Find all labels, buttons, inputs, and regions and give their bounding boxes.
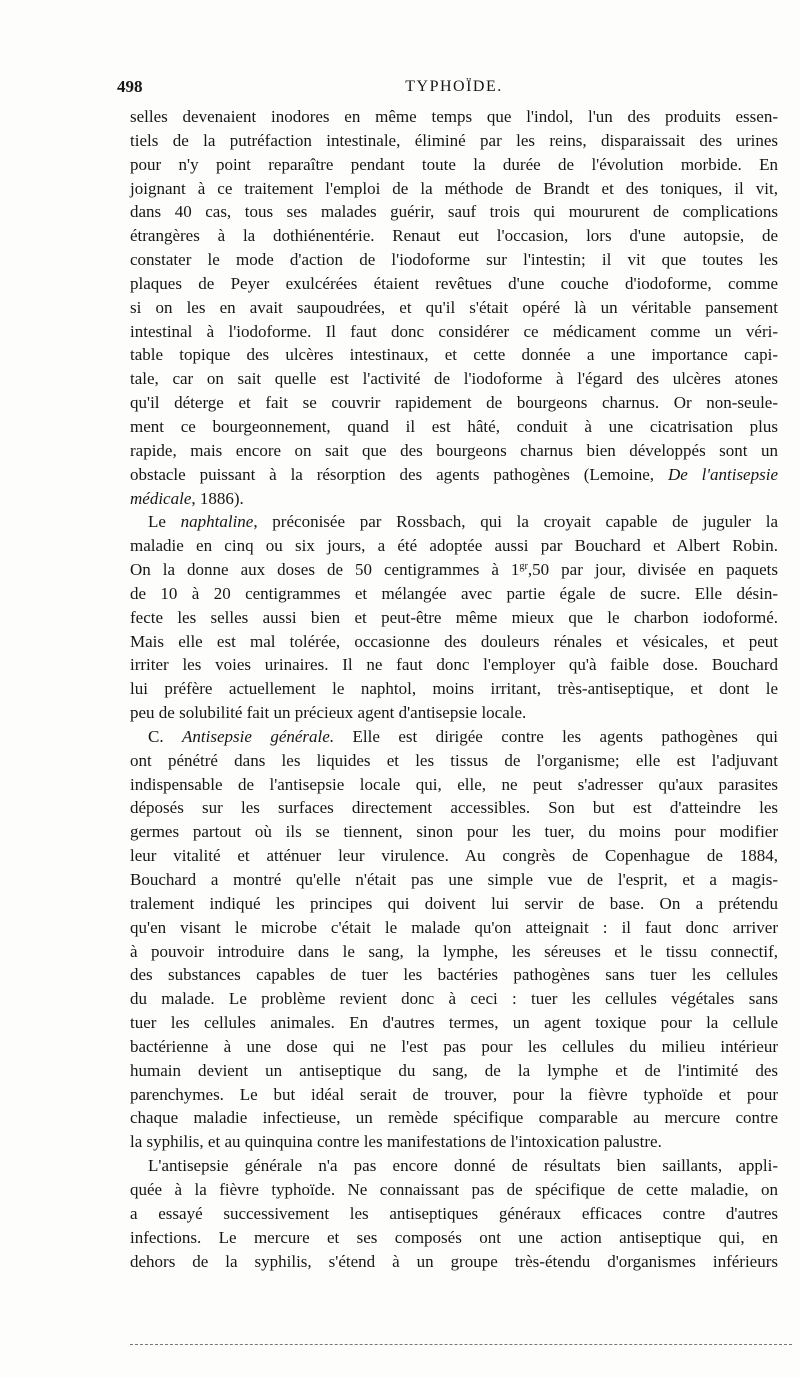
text-line <box>130 1106 778 1130</box>
text-line <box>130 1154 778 1178</box>
text-line <box>130 224 778 248</box>
paragraph <box>130 1154 778 1273</box>
text-run: tuer les cellules animales. En d'autres termes, un agent toxique pour la cellule <box>130 1013 778 1033</box>
text-line <box>130 1035 778 1059</box>
text-line <box>130 844 778 868</box>
text-line <box>130 653 778 677</box>
text-run: indispensable de l'antisepsie locale qui, elle, ne peut s'adresser qu'aux parasites <box>130 774 778 794</box>
paragraph <box>130 510 778 725</box>
text-line <box>130 1250 778 1274</box>
text-run: plaques de Peyer exulcérées étaient revêtues d'une couche d'iodoforme, comme <box>130 273 778 293</box>
text-run: étrangères à la dothiénentérie. Renaut eut l'occasion, lors d'une autopsie, de <box>130 226 778 246</box>
text-run: dans 40 cas, tous ses malades guérir, sauf trois qui moururent de complications <box>130 202 778 222</box>
text-run: maladie en cinq ou six jours, a été adoptée aussi par Bouchard et Albert Robin. <box>130 536 778 556</box>
text-run: des substances capables de tuer les bactéries pathogènes sans tuer les cellules <box>130 965 778 985</box>
text-line <box>130 487 778 511</box>
text-run: leur vitalité et atténuer leur virulence. Au congrès de Copenhague de 1884, <box>130 846 778 866</box>
text-line <box>130 916 778 940</box>
text-line <box>130 105 778 129</box>
text-run: constater le mode d'action de l'iodoforme sur l'intestin; il vit que toutes les <box>130 250 778 270</box>
text-line <box>130 606 778 630</box>
text-run: la syphilis, et au quinquina contre les manifestations de l'intoxication palustre. <box>130 1132 662 1152</box>
text-run: déposés sur les surfaces directement accessibles. Son but est d'atteindre les <box>130 798 778 818</box>
text-run: dehors de la syphilis, s'étend à un groupe très-étendu d'organismes inférieurs <box>130 1251 778 1271</box>
text-line <box>130 177 778 201</box>
text-run: lui préfère actuellement le naphtol, moins irritant, très-antiseptique, et dont le <box>130 679 778 699</box>
text-line <box>130 1178 778 1202</box>
text-run: quée à la fièvre typhoïde. Ne connaissant pas de spécifique de cette maladie, on <box>130 1179 778 1199</box>
text-run: ,50 par jour, divisée en paquets <box>527 560 778 580</box>
text-line <box>130 534 778 558</box>
text-run: irriter les voies urinaires. Il ne faut donc l'employer qu'à faible dose. Bouchard <box>130 655 778 675</box>
text-line <box>130 320 778 344</box>
text-line <box>130 749 778 773</box>
text-run: bactérienne à une dose qui ne l'est pas pour les cellules du milieu intérieur <box>130 1036 778 1056</box>
text-line <box>130 1226 778 1250</box>
text-run: germes partout où ils se tiennent, sinon pour les tuer, du moins pour modifier <box>130 822 778 842</box>
text-line <box>130 1059 778 1083</box>
text-line <box>130 558 778 582</box>
text-run: qu'il déterge et fait se couvrir rapidement de bourgeons charnus. Or non-seule- <box>130 393 778 413</box>
text-line <box>130 987 778 1011</box>
text-run: fecte les selles aussi bien et peut-être même mieux que le charbon iodoformé. <box>130 607 778 627</box>
text-run: selles devenaient inodores en même temps que l'indol, l'un des produits essen- <box>130 107 778 126</box>
text-run: ont pénétré dans les liquides et les tissus de l'organisme; elle est l'adjuvant <box>130 750 778 770</box>
text-line <box>130 439 778 463</box>
text-run: Bouchard a montré qu'elle n'était pas une simple vue de l'esprit, et a magis- <box>130 870 778 889</box>
text-line <box>130 248 778 272</box>
text-line <box>130 367 778 391</box>
text-run: , 1886). <box>191 488 244 508</box>
text-line <box>130 463 778 487</box>
text-line <box>130 272 778 296</box>
superscript-text: gr <box>519 560 528 572</box>
text-run: , préconisée par Rossbach, qui la croyait capable de juguler la <box>253 512 778 532</box>
text-run: humain devient un antiseptique du sang, de la lymphe et de l'intimité des <box>130 1060 778 1080</box>
text-run: de 10 à 20 centigrammes et mélangée avec partie égale de sucre. Elle désin- <box>130 583 778 603</box>
text-line <box>130 1202 778 1226</box>
text-run: rapide, mais encore on sait que des bourgeons charnus bien développés sont un <box>130 440 778 460</box>
text-run: chaque maladie infectieuse, un remède spécifique comparable au mercure contre <box>130 1108 778 1128</box>
text-line <box>130 1130 778 1154</box>
text-run: a essayé successivement les antiseptiques généraux efficaces contre d'autres <box>130 1203 778 1223</box>
text-run: table topique des ulcères intestinaux, et cette donnée a une importance capi- <box>130 345 778 365</box>
page-number: 498 <box>117 77 143 96</box>
body-text <box>130 105 778 1273</box>
text-line <box>130 415 778 439</box>
text-run: peu de solubilité fait un précieux agent d'antisepsie locale. <box>130 703 527 723</box>
text-run: Le <box>148 512 181 532</box>
text-run: C. <box>148 726 183 746</box>
running-title: TYPHOÏDE. <box>405 78 503 95</box>
italic-text: Antisepsie générale. <box>182 726 335 746</box>
text-line <box>130 725 778 749</box>
text-line <box>130 1011 778 1035</box>
text-run: tale, car on sait quelle est l'activité de l'iodoforme à l'égard des ulcères atones <box>130 369 778 389</box>
text-run: à pouvoir introduire dans le sang, la lymphe, les séreuses et le tissu connectif, <box>130 941 778 961</box>
text-run: On la donne aux doses de 50 centigrammes à 1 <box>130 560 520 580</box>
text-line <box>130 892 778 916</box>
text-line <box>130 677 778 701</box>
text-line <box>130 200 778 224</box>
text-run: Elle est dirigée contre les agents pathogènes qui <box>334 726 778 746</box>
text-line <box>130 129 778 153</box>
text-run: joignant à ce traitement l'emploi de la méthode de Brandt et des toniques, il vit, <box>130 178 778 198</box>
text-run: pour n'y point reparaître pendant toute la durée de l'évolution morbide. En <box>130 154 778 174</box>
text-line <box>130 773 778 797</box>
text-run: L'antisepsie générale n'a pas encore donné de résultats bien saillants, appli- <box>148 1156 778 1176</box>
text-line <box>130 796 778 820</box>
text-run: si on les en avait saupoudrées, et qu'il s'était opéré là un véritable pansement <box>130 297 778 317</box>
text-run: parenchymes. Le but idéal serait de trouver, pour la fièvre typhoïde et pour <box>130 1084 778 1104</box>
text-line <box>130 630 778 654</box>
text-line <box>130 582 778 606</box>
text-run: obstacle puissant à la résorption des agents pathogènes (Lemoine, <box>130 464 668 484</box>
italic-text: naphtaline <box>180 512 254 532</box>
text-line <box>130 940 778 964</box>
italic-text: De l'antisepsie <box>667 464 778 484</box>
text-line <box>130 868 778 892</box>
text-run: qu'en visant le microbe c'était le malade qu'on atteignait : il faut donc arriver <box>130 917 778 937</box>
text-run: tiels de la putréfaction intestinale, éliminé par les reins, disparaissait des urines <box>130 130 778 150</box>
text-line <box>130 1083 778 1107</box>
text-run: infections. Le mercure et ses composés ont une action antiseptique qui, en <box>130 1227 778 1247</box>
text-line <box>130 391 778 415</box>
text-line <box>130 963 778 987</box>
text-line <box>130 510 778 534</box>
text-line <box>130 820 778 844</box>
text-line <box>130 701 778 725</box>
paragraph <box>130 725 778 1154</box>
text-run: tralement indiqué les principes qui doivent lui servir de base. On a prétendu <box>130 893 778 913</box>
footer-rule <box>130 1344 792 1345</box>
text-line <box>130 343 778 367</box>
text-line <box>130 153 778 177</box>
paragraph <box>130 105 778 510</box>
italic-text: médicale <box>130 488 192 508</box>
text-run: Mais elle est mal tolérée, occasionne des douleurs rénales et vésicales, et peut <box>130 631 778 651</box>
text-run: intestinal à l'iodoforme. Il faut donc considérer ce médicament comme un véri- <box>130 321 778 341</box>
text-run: du malade. Le problème revient donc à ceci : tuer les cellules végétales sans <box>130 989 778 1009</box>
text-run: ment ce bourgeonnement, quand il est hâté, conduit à une cicatrisation plus <box>130 416 778 436</box>
text-line <box>130 296 778 320</box>
